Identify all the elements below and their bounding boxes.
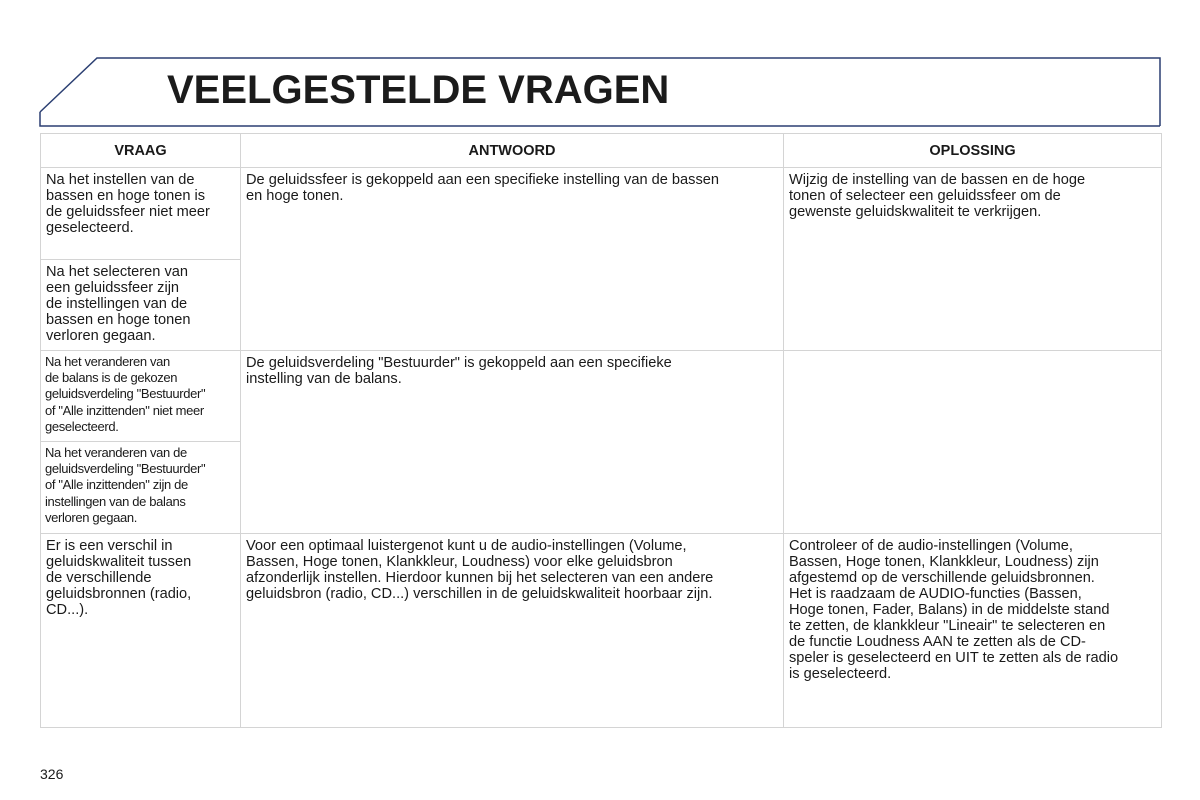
table-row [41,534,1162,728]
table-row [41,351,1162,442]
question-cell [41,168,241,260]
question-text: Er is een verschil in geluidskwaliteit tussen de verschillende geluidsbronnen (radio, CD...). [46,538,192,618]
solution-text [784,351,1161,355]
question-cell [41,260,241,351]
answer-cell [241,168,784,351]
page-number: 326 [40,766,64,782]
answer-cell [241,534,784,728]
table-row [41,168,1162,260]
question-cell [41,442,241,534]
faq-table [40,133,1162,728]
question-cell [41,351,241,442]
question-text: Na het instellen van de bassen en hoge tonen is de geluidssfeer niet meer geselecteerd. [46,172,210,236]
solution-text: Controleer of de audio-instellingen (Volume, Bassen, Hoge tonen, Klankkleur, Loudness) zijn afgestemd op de verschillende geluidsbronnen. Het is raadzaam de AUDIO-functies (Bassen, Hoge tonen, Fader, Balans) in de middelste stand te zetten, de klankkleur "Lineair" te selecteren en de functie Loudness AAN te zetten als de CD- speler is geselecteerd en UIT te zetten als de radio is geselecteerd. [789,538,1119,682]
page-title: VEELGESTELDE VRAGEN [167,68,670,112]
answer-text: De geluidssfeer is gekoppeld aan een specifieke instelling van de bassen en hoge tonen. [246,172,719,204]
table-header-row [41,134,1162,168]
question-text: Na het selecteren van een geluidssfeer zijn de instellingen van de bassen en hoge tonen verloren gegaan. [46,264,191,344]
question-text: Na het veranderen van de balans is de gekozen geluidsverdeling "Bestuurder" of "Alle inzittenden" niet meer geselecteerd. [45,354,206,434]
answer-text: Voor een optimaal luistergenot kunt u de audio-instellingen (Volume, Bassen, Hoge tonen, Klankkleur, Loudness) voor elke geluidsbron afzonderlijk instellen. Hierdoor kunnen bij het selecteren van een andere geluidsbron (radio, CD...) verschillen in de geluidskwaliteit hoorbaar zijn. [246,538,714,602]
question-cell [41,534,241,728]
column-header-oplossing: OPLOSSING [784,134,1162,168]
solution-cell [784,168,1162,351]
solution-cell [784,534,1162,728]
solution-text: Wijzig de instelling van de bassen en de hoge tonen of selecteer een geluidssfeer om de gewenste geluidskwaliteit te verkrijgen. [789,172,1086,220]
column-header-vraag: VRAAG [41,134,241,168]
question-text: Na het veranderen van de geluidsverdeling "Bestuurder" of "Alle inzittenden" zijn de instellingen van de balans verloren gegaan. [45,445,206,525]
answer-text: De geluidsverdeling "Bestuurder" is gekoppeld aan een specifieke instelling van de balans. [246,355,672,387]
solution-cell [784,351,1162,534]
column-header-antwoord: ANTWOORD [241,134,784,168]
answer-cell [241,351,784,534]
